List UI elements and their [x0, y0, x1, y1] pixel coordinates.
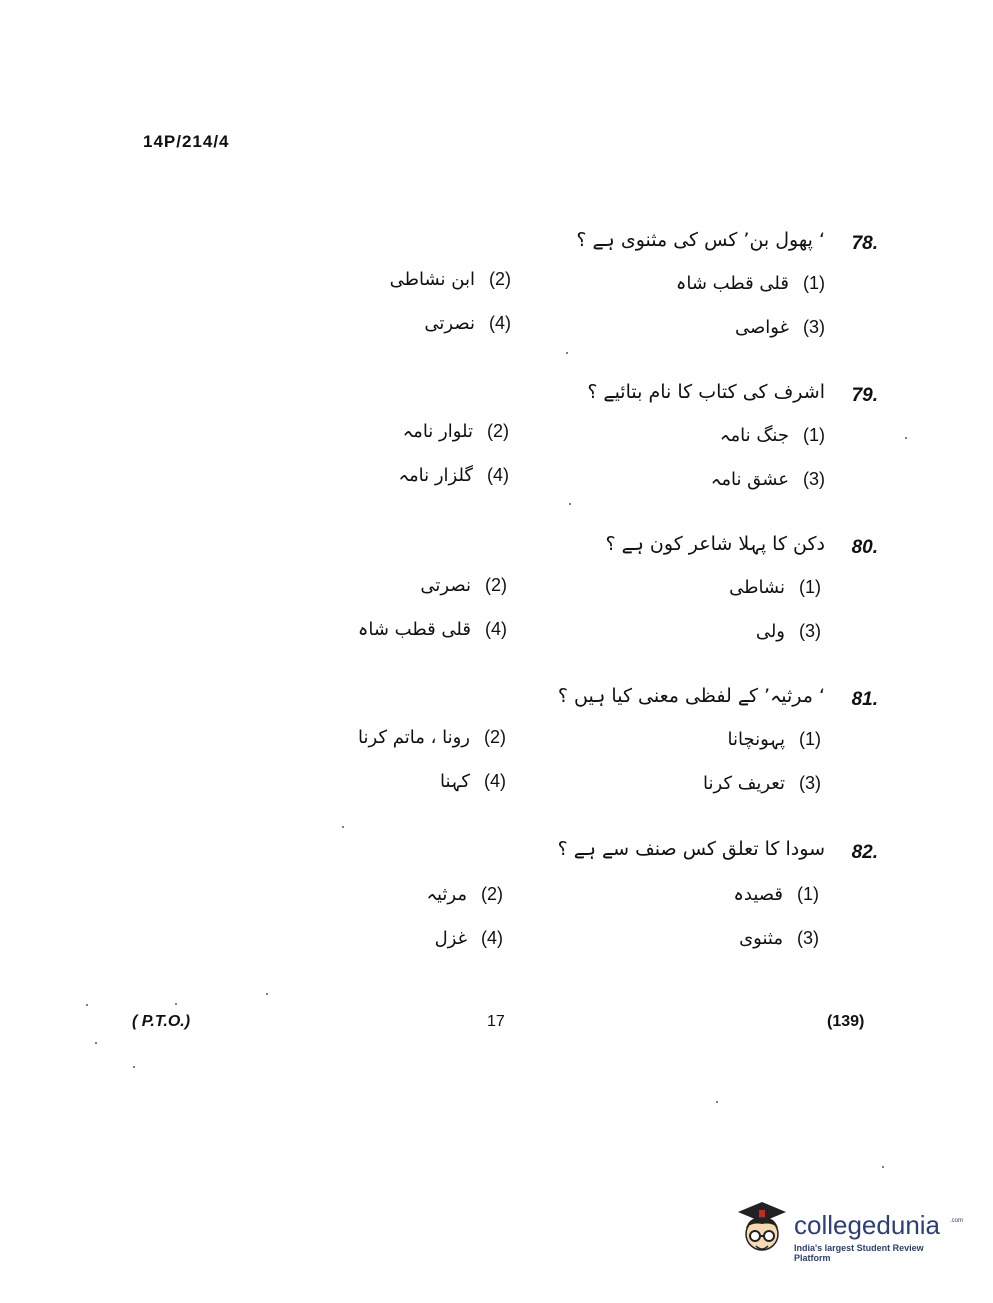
scan-speck — [86, 1004, 88, 1006]
option-4 — [435, 928, 503, 954]
option-text: قلی قطب شاہ — [357, 619, 471, 640]
option-number: (1) — [799, 577, 821, 597]
scan-speck — [175, 1003, 177, 1005]
option-2 — [358, 727, 506, 753]
question-number: 80. — [851, 537, 878, 558]
question-82 — [0, 838, 993, 982]
scan-speck — [905, 437, 907, 439]
option-1 — [728, 729, 821, 755]
option-4 — [440, 771, 506, 797]
option-4 — [358, 619, 507, 645]
option-2 — [403, 421, 509, 447]
option-text: پہونچانا — [727, 729, 785, 750]
option-3 — [739, 928, 819, 954]
option-text: غواصی — [735, 317, 789, 338]
option-2 — [426, 884, 503, 910]
option-number: (2) — [485, 575, 507, 595]
option-number: (1) — [799, 729, 821, 749]
option-number: (3) — [803, 469, 825, 489]
option-3 — [703, 773, 821, 799]
scan-speck — [95, 1042, 97, 1044]
option-text: تلوار نامہ — [402, 421, 473, 442]
question-78 — [0, 229, 993, 373]
option-1 — [733, 884, 819, 910]
option-3 — [711, 469, 825, 495]
option-number: (3) — [797, 928, 819, 948]
option-text: قصیدہ — [733, 884, 783, 905]
option-number: (3) — [799, 773, 821, 793]
option-number: (2) — [484, 727, 506, 747]
option-number: (1) — [797, 884, 819, 904]
page-number: 17 — [487, 1013, 505, 1030]
option-number: (4) — [487, 465, 509, 485]
option-number: (4) — [481, 928, 503, 948]
option-number: (4) — [489, 313, 511, 333]
pto-label: ( P.T.O.) — [132, 1013, 191, 1030]
scan-speck — [342, 826, 344, 828]
option-text: نشاطی — [729, 577, 785, 598]
option-4 — [398, 465, 509, 491]
logo-tagline: India's largest Student Review Platform — [794, 1243, 924, 1263]
option-2 — [390, 269, 511, 295]
option-number: (2) — [481, 884, 503, 904]
option-3 — [735, 317, 825, 343]
option-number: (3) — [799, 621, 821, 641]
option-text: ولی — [755, 621, 785, 642]
scan-speck — [266, 993, 268, 995]
option-text: مثنوی — [739, 928, 783, 949]
option-text: مرثیہ — [426, 884, 467, 905]
question-number: 79. — [851, 385, 878, 406]
option-number: (3) — [803, 317, 825, 337]
option-number: (4) — [485, 619, 507, 639]
collegedunia-logo[interactable] — [732, 1196, 962, 1266]
option-text: نصرتی — [420, 575, 471, 596]
scan-speck — [882, 1166, 884, 1168]
option-number: (2) — [489, 269, 511, 289]
option-number: (2) — [487, 421, 509, 441]
question-text: ‘ مرثیہ’ کے لفظی معنی کیا ہیں ؟ — [557, 685, 825, 707]
option-text: تعریف کرنا — [703, 773, 785, 794]
option-text: عشق نامہ — [710, 469, 789, 490]
scan-speck — [569, 503, 571, 505]
option-1 — [676, 273, 825, 299]
option-4 — [424, 313, 511, 339]
question-number: 82. — [851, 842, 878, 863]
question-text: دکن کا پہلا شاعر کون ہے ؟ — [605, 533, 825, 555]
option-3 — [756, 621, 821, 647]
question-79 — [0, 381, 993, 525]
option-number: (4) — [484, 771, 506, 791]
option-text: قلی قطب شاہ — [675, 273, 789, 294]
question-number: 81. — [851, 689, 878, 710]
question-text: اشرف کی کتاب کا نام بتائیے ؟ — [587, 381, 825, 403]
question-text: سودا کا تعلق کس صنف سے ہے ؟ — [557, 838, 825, 860]
option-1 — [729, 577, 821, 603]
logo-wordmark: collegedunia — [794, 1210, 941, 1240]
question-80 — [0, 533, 993, 677]
scan-speck — [566, 352, 568, 354]
option-text: غزل — [434, 928, 467, 949]
option-2 — [420, 575, 507, 601]
option-text: جنگ نامہ — [719, 425, 789, 446]
option-1 — [720, 425, 825, 451]
scan-speck — [716, 1101, 718, 1103]
logo-suffix: .com — [950, 1218, 964, 1224]
option-number: (1) — [803, 273, 825, 293]
paper-code: 14P/214/4 — [143, 132, 230, 151]
option-number: (1) — [803, 425, 825, 445]
mascot-icon — [732, 1196, 794, 1266]
scan-speck — [133, 1066, 135, 1068]
option-text: ابن نشاطی — [389, 269, 475, 290]
question-text: ‘ پھول بن’ کس کی مثنوی ہے ؟ — [576, 229, 825, 251]
option-text: گلزار نامہ — [398, 465, 473, 486]
option-text: رونا ، ماتم کرنا — [358, 727, 470, 748]
serial-number: (139) — [827, 1013, 865, 1030]
option-text: نصرتی — [424, 313, 475, 334]
option-text: کہنا — [439, 771, 470, 792]
question-81 — [0, 685, 993, 829]
question-number: 78. — [851, 233, 878, 254]
